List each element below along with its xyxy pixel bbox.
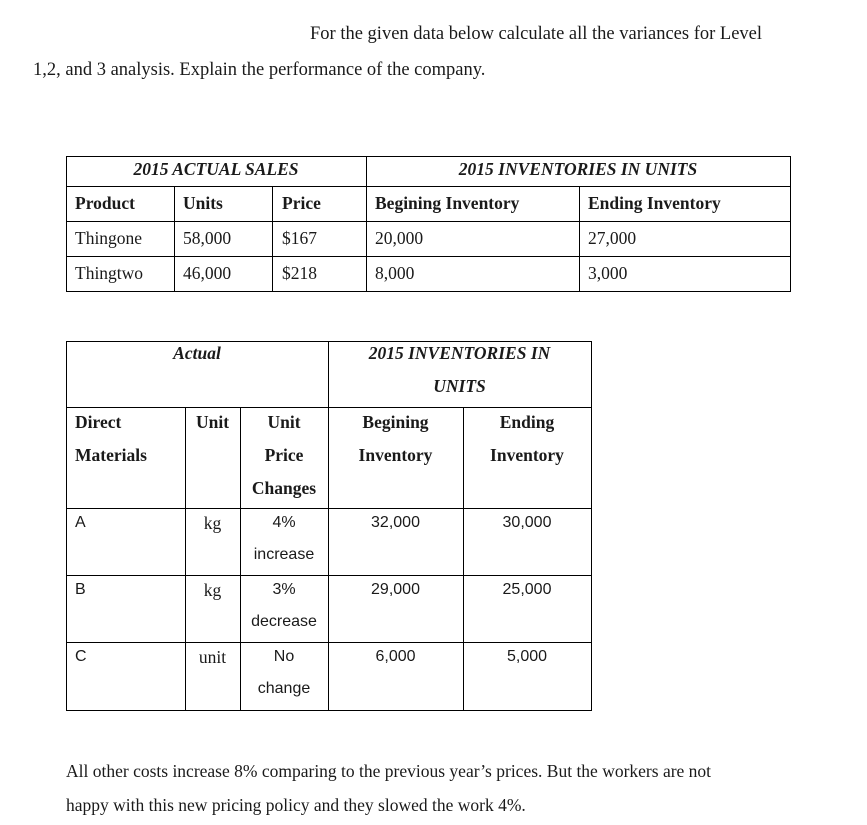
table2-cell-unit: unit bbox=[198, 647, 227, 667]
table2-cell-change: No bbox=[273, 648, 295, 665]
table2-header-end-1: Ending bbox=[499, 412, 555, 432]
table1-cell-price: $167 bbox=[282, 228, 317, 248]
table1-title-inventories: 2015 INVENTORIES IN UNITS bbox=[458, 159, 698, 179]
intro-line-1: For the given data below calculate all the variances for Level bbox=[310, 24, 763, 44]
table1-cell-begin: 20,000 bbox=[375, 228, 424, 248]
table1-title-sales: 2015 ACTUAL SALES bbox=[133, 159, 299, 179]
table2-cell-end: 25,000 bbox=[502, 581, 552, 598]
table2-cell-unit: kg bbox=[203, 513, 222, 533]
table2-cell-end: 5,000 bbox=[506, 648, 548, 665]
table2-header-materials: Materials bbox=[75, 445, 147, 465]
table1-cell-begin: 8,000 bbox=[375, 263, 415, 283]
table2-cell-change: 4% bbox=[272, 514, 296, 531]
table1-header-price: Price bbox=[282, 193, 321, 213]
table2-header-direct: Direct bbox=[75, 412, 122, 432]
table1-cell-price: $218 bbox=[282, 263, 317, 283]
table1-cell-end: 27,000 bbox=[588, 228, 637, 248]
table2-header-end-2: Inventory bbox=[490, 445, 564, 465]
table2-cell-begin: 29,000 bbox=[371, 581, 420, 598]
table2-cell-end: 30,000 bbox=[502, 514, 552, 531]
table2-cell-begin: 32,000 bbox=[371, 514, 420, 531]
table2-title-actual: Actual bbox=[173, 343, 221, 363]
table2-cell-change-desc: decrease bbox=[251, 613, 317, 630]
table1-cell-product: Thingone bbox=[75, 228, 143, 248]
intro-line-2: 1,2, and 3 analysis. Explain the performance of the company. bbox=[33, 60, 486, 80]
outro-line-1: All other costs increase 8% comparing to the previous year’s prices. But the workers are not bbox=[66, 761, 712, 781]
table2-cell-material: C bbox=[75, 648, 87, 665]
table2-cell-unit: kg bbox=[203, 580, 222, 600]
table2-header-unit-price-3: Changes bbox=[251, 478, 317, 498]
table1-header-product: Product bbox=[75, 193, 135, 213]
table2-cell-change-desc: change bbox=[257, 680, 311, 697]
table1-cell-units: 58,000 bbox=[183, 228, 232, 248]
table2-header-unit-price-1: Unit bbox=[267, 412, 301, 432]
table1-header-begin-inventory: Begining Inventory bbox=[375, 193, 520, 213]
table1-cell-end: 3,000 bbox=[588, 263, 628, 283]
table2-cell-change: 3% bbox=[272, 581, 296, 598]
table2-cell-begin: 6,000 bbox=[375, 648, 416, 665]
table2-title-inventories: 2015 INVENTORIES IN bbox=[368, 343, 551, 363]
table2-title-units: UNITS bbox=[433, 376, 486, 396]
table2-header-unit: Unit bbox=[195, 412, 230, 432]
table2-cell-material: A bbox=[75, 514, 86, 531]
table2-header-unit-price-2: Price bbox=[264, 445, 304, 465]
table2-header-begin-1: Begining bbox=[362, 412, 429, 432]
table1-header-units: Units bbox=[183, 193, 223, 213]
table2-cell-change-desc: increase bbox=[253, 546, 315, 563]
table1-header-end-inventory: Ending Inventory bbox=[588, 193, 721, 213]
table2-cell-material: B bbox=[75, 581, 86, 598]
outro-line-2: happy with this new pricing policy and they slowed the work 4%. bbox=[66, 795, 526, 815]
table1-cell-units: 46,000 bbox=[183, 263, 232, 283]
table1-cell-product: Thingtwo bbox=[75, 263, 144, 283]
table2-header-begin-2: Inventory bbox=[358, 445, 433, 465]
